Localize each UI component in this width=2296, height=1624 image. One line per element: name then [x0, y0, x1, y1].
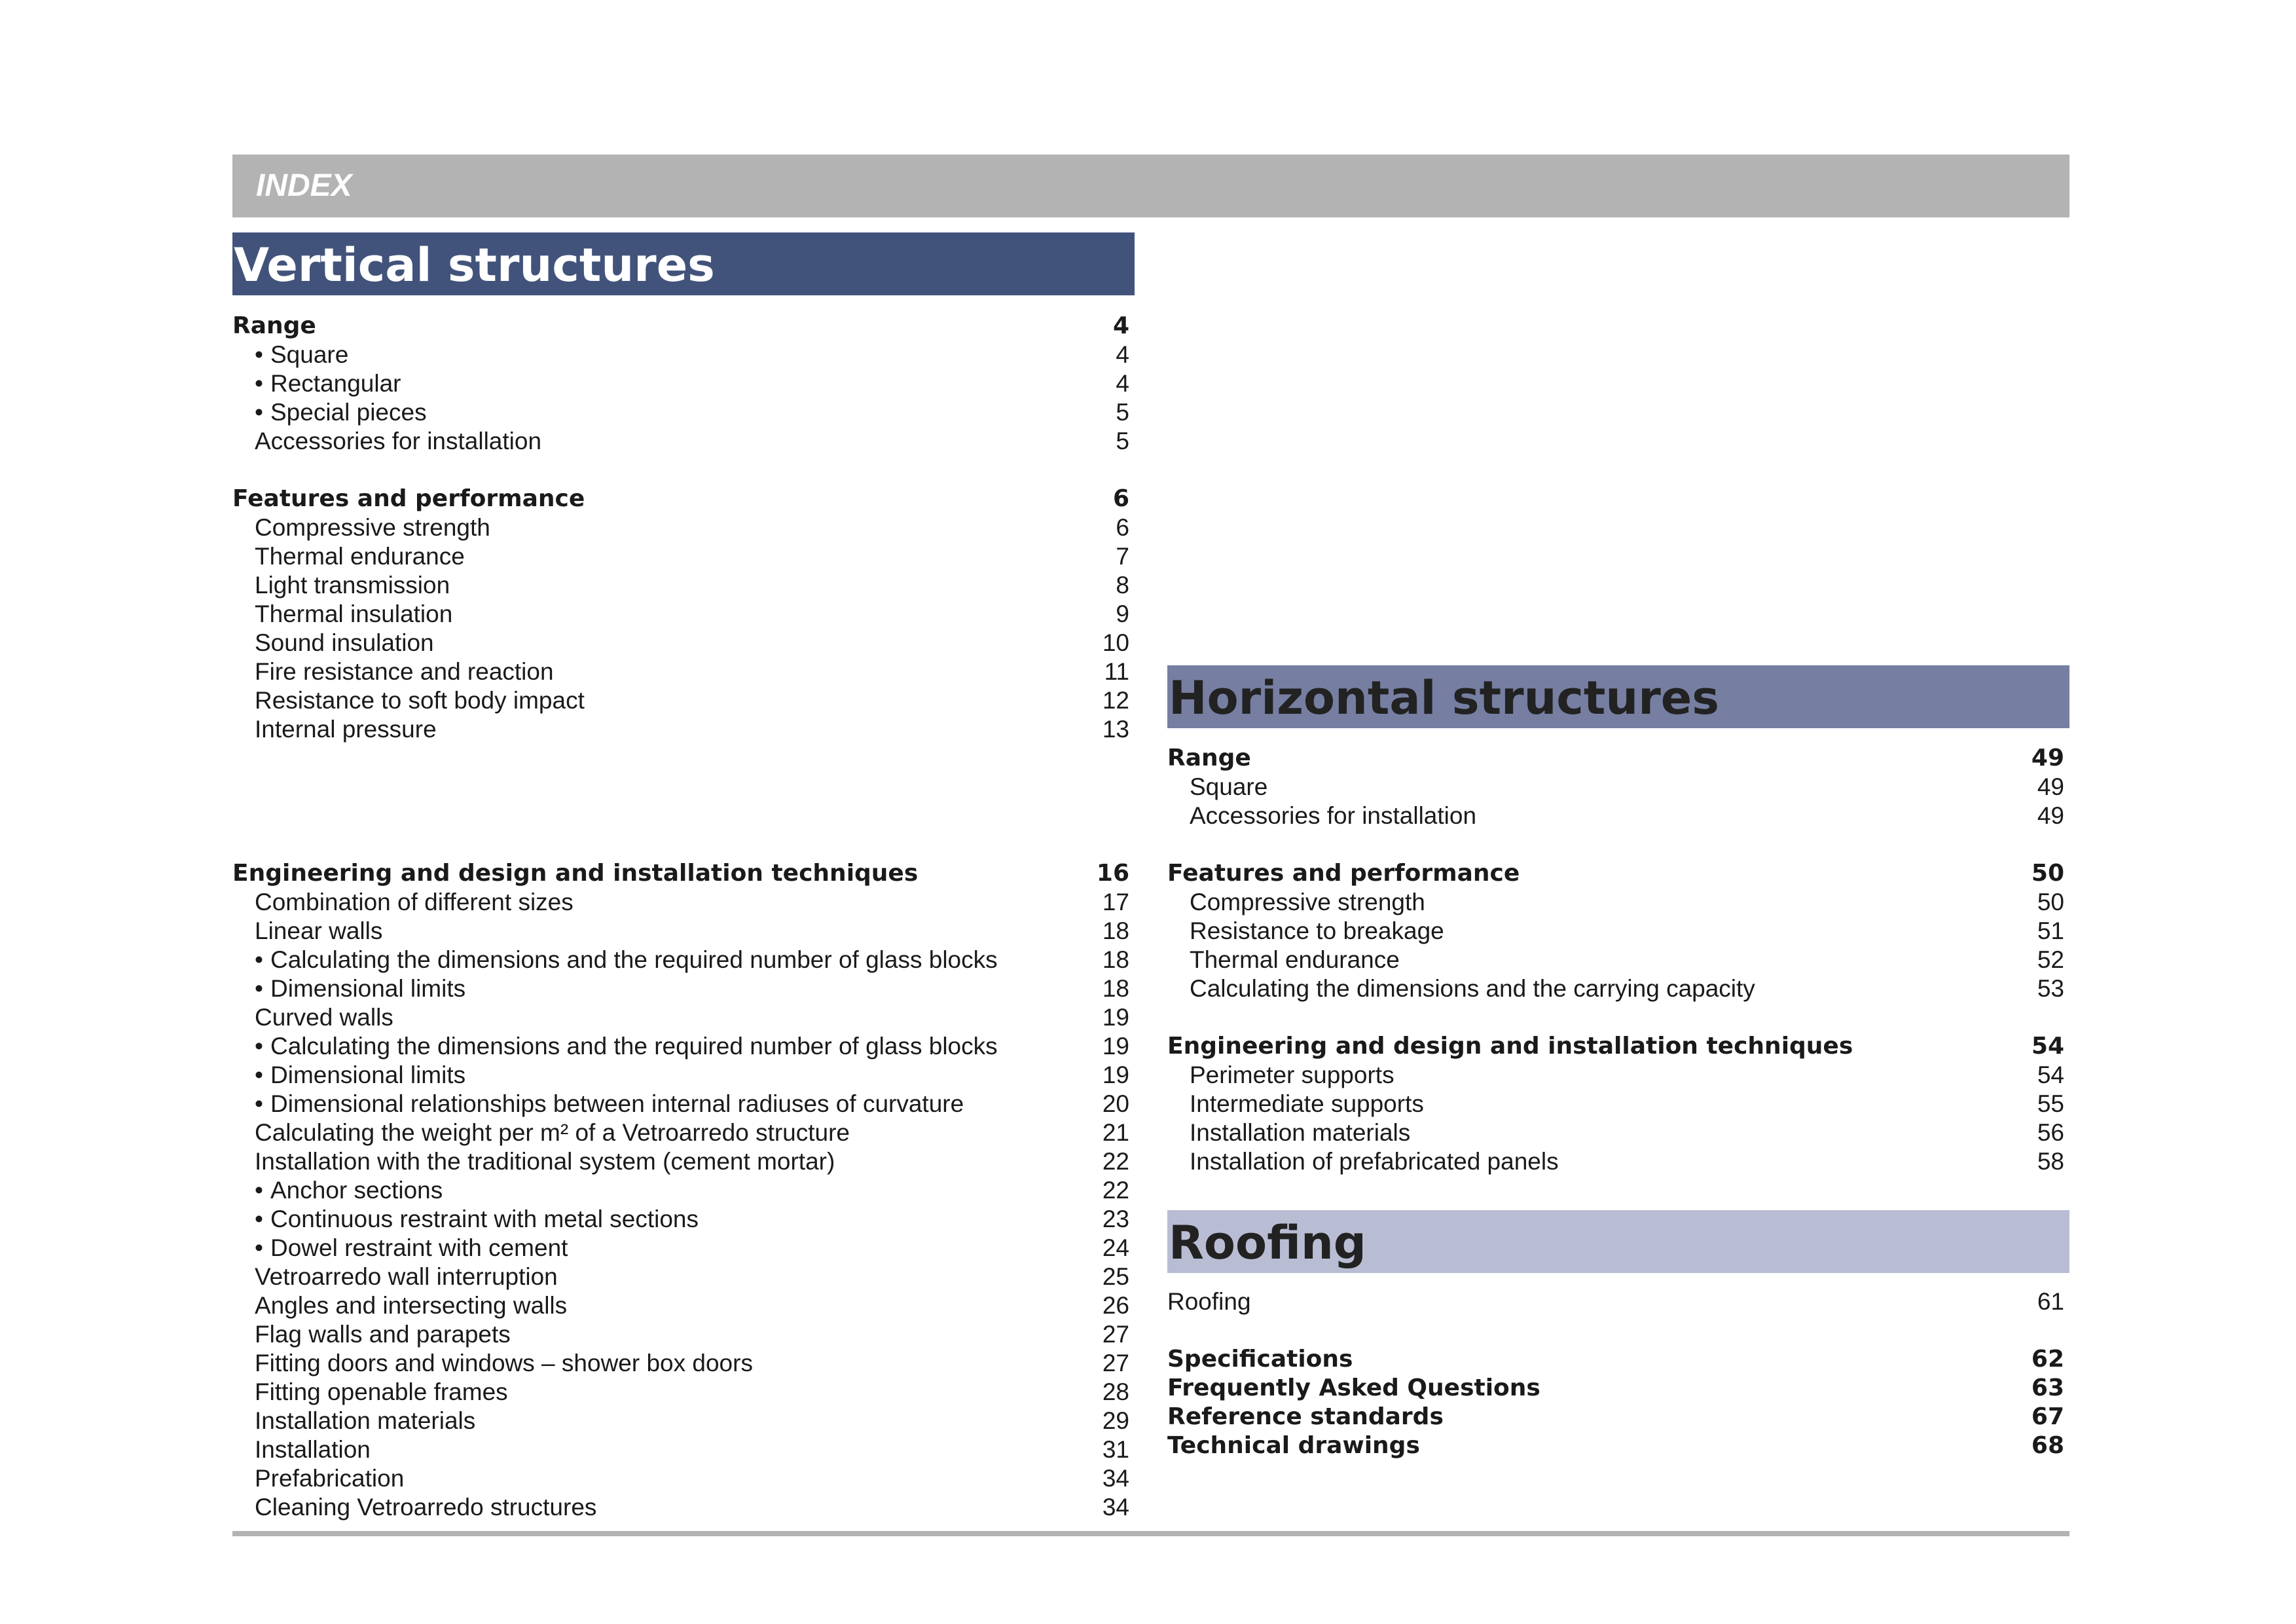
toc-entry-label: Compressive strength [255, 514, 490, 541]
toc-entry-page: 8 [1116, 572, 1129, 599]
toc-entry-page: 19 [1102, 1004, 1129, 1031]
toc-entry-label: Flag walls and parapets [255, 1321, 511, 1348]
bullet-icon: • [255, 370, 263, 397]
toc-entry-label: Resistance to soft body impact [255, 687, 585, 714]
toc-entry-page: 58 [2037, 1148, 2064, 1175]
toc-entry-page: 19 [1102, 1061, 1129, 1088]
toc-subentry[interactable] [232, 600, 1129, 629]
toc-entry-label: Thermal insulation [255, 600, 453, 627]
toc-entry-label: Cleaning Vetroarredo structures [255, 1494, 597, 1521]
toc-entry-label: Calculating the weight per m² of a Vetroarredo structure [255, 1119, 850, 1146]
toc-entry-label: Fitting doors and windows – shower box doors [255, 1350, 753, 1376]
toc-subentry[interactable] [1167, 888, 2064, 917]
toc-entry-label: Calculating the dimensions and the carrying capacity [1190, 975, 1755, 1002]
toc-entry-label: Square [1190, 773, 1268, 800]
toc-entry-page: 7 [1116, 543, 1129, 570]
toc-entry-label: Special pieces [270, 399, 427, 426]
toc-entry-page: 52 [2037, 946, 2064, 973]
toc-entry-page: 55 [2037, 1090, 2064, 1117]
toc-subentry[interactable] [232, 657, 1129, 686]
toc-entry-page: 50 [2037, 889, 2064, 915]
toc-entry-label: Combination of different sizes [255, 889, 574, 915]
toc-entry-label: Intermediate supports [1190, 1090, 1424, 1117]
toc-entry-label: Fitting openable frames [255, 1378, 508, 1405]
toc-entry-label: Sound insulation [255, 629, 434, 656]
toc-entry-label: Dowel restraint with cement [270, 1234, 568, 1261]
toc-subentry[interactable] [232, 1349, 1129, 1378]
toc-entry-page: 12 [1102, 687, 1129, 714]
toc-subentry[interactable] [232, 1205, 1129, 1234]
toc-entry-label: Light transmission [255, 572, 450, 599]
bullet-icon: • [255, 341, 263, 368]
toc-entry-page: 18 [1102, 946, 1129, 973]
roofing-header [1167, 1210, 2069, 1273]
toc-subentry[interactable] [232, 1061, 1129, 1090]
toc-entry-label: Prefabrication [255, 1465, 405, 1492]
toc-entry-label: Technical drawings [1167, 1432, 1420, 1459]
bullet-icon: • [255, 975, 263, 1002]
toc-subentry[interactable] [232, 398, 1129, 427]
toc-entry-label: Square [270, 341, 349, 368]
toc-entry-page: 29 [1102, 1407, 1129, 1434]
toc-subentry[interactable] [232, 888, 1129, 917]
toc-subentry[interactable] [232, 946, 1129, 974]
toc-entry-range[interactable]: Range 4 [232, 312, 1129, 339]
toc-subentry[interactable] [232, 917, 1129, 946]
toc-entry-page: 11 [1104, 658, 1129, 685]
toc-entry-label: Installation [255, 1436, 371, 1463]
toc-entry-page: 19 [1102, 1033, 1129, 1060]
toc-entry-page: 13 [1102, 716, 1129, 743]
toc-subentry[interactable] [232, 1378, 1129, 1407]
toc-entry-label: Installation with the traditional system (cement mortar) [255, 1148, 835, 1175]
toc-entry-page: 17 [1102, 889, 1129, 915]
toc-entry-label: Reference standards [1167, 1403, 1444, 1430]
toc-entry-label: Dimensional relationships between internal radiuses of curvature [270, 1090, 964, 1117]
bullet-icon: • [255, 1206, 263, 1232]
toc-entry-label: Linear walls [255, 917, 383, 944]
toc-subentry[interactable] [1167, 974, 2064, 1003]
horizontal-structures-header [1167, 665, 2069, 728]
toc-entry-label: Dimensional limits [270, 1061, 466, 1088]
toc-entry-page: 4 [1116, 341, 1129, 368]
toc-subentry[interactable] [232, 1176, 1129, 1205]
toc-subentry[interactable] [232, 629, 1129, 657]
toc-subentry[interactable] [232, 1032, 1129, 1061]
toc-entry-label: Installation materials [255, 1407, 476, 1434]
bullet-icon: • [255, 946, 263, 973]
toc-subentry[interactable] [232, 1118, 1129, 1147]
toc-entry-page: 68 [2031, 1432, 2064, 1459]
horizontal-structures-toc [1167, 744, 2064, 1176]
toc-entry-label: Accessories for installation [1190, 802, 1477, 829]
toc-subentry[interactable] [232, 571, 1129, 600]
toc-entry-page: 34 [1102, 1494, 1129, 1521]
toc-subentry[interactable] [232, 1320, 1129, 1349]
toc-subentry[interactable] [1167, 1118, 2064, 1147]
toc-entry-extra[interactable] [1167, 1403, 2064, 1431]
toc-entry-label: Angles and intersecting walls [255, 1292, 568, 1319]
toc-entry-label: Curved walls [255, 1004, 393, 1031]
toc-entry-label: Accessories for installation [255, 428, 542, 454]
index-bar [232, 155, 2069, 217]
toc-entry-page: 62 [2031, 1346, 2064, 1373]
toc-subentry[interactable] [232, 1291, 1129, 1320]
toc-entry-page: 49 [2037, 773, 2064, 800]
toc-entry-features[interactable]: Features and performance 50 [1167, 860, 2064, 887]
toc-subentry[interactable] [232, 1464, 1129, 1493]
toc-subentry[interactable] [232, 427, 1129, 456]
toc-entry-label: Specifications [1167, 1346, 1353, 1373]
toc-entry-page: 23 [1102, 1206, 1129, 1232]
toc-entry-extra[interactable] [1167, 1374, 2064, 1403]
toc-entry-label: Continuous restraint with metal sections [270, 1206, 699, 1232]
toc-entry-page: 54 [2037, 1061, 2064, 1088]
toc-subentry[interactable] [1167, 917, 2064, 946]
roofing-title: Roofing [1169, 1216, 1366, 1270]
toc-subentry[interactable] [232, 974, 1129, 1003]
toc-subentry[interactable] [232, 1147, 1129, 1176]
toc-entry-page: 67 [2031, 1403, 2064, 1430]
toc-entry-label: Internal pressure [255, 716, 437, 743]
toc-subentry[interactable] [232, 1003, 1129, 1032]
toc-subentry[interactable] [232, 686, 1129, 715]
bottom-rule [232, 1531, 2069, 1536]
toc-entry-page: 49 [2037, 802, 2064, 829]
toc-subentry[interactable] [232, 542, 1129, 571]
toc-entry-page: 31 [1102, 1436, 1129, 1463]
toc-subentry[interactable] [232, 715, 1129, 744]
index-title: INDEX [256, 168, 352, 203]
toc-entry-label: Compressive strength [1190, 889, 1425, 915]
toc-entry-page: 22 [1102, 1177, 1129, 1204]
toc-entry-label: Vetroarredo wall interruption [255, 1263, 558, 1290]
toc-entry-page: 6 [1116, 514, 1129, 541]
toc-entry-page: 51 [2037, 917, 2064, 944]
horizontal-structures-title: Horizontal structures [1169, 671, 1719, 725]
toc-entry-label: Installation materials [1190, 1119, 1411, 1146]
toc-subentry[interactable] [232, 1435, 1129, 1464]
toc-entry-page: 20 [1102, 1090, 1129, 1117]
toc-entry-page: 21 [1102, 1119, 1129, 1146]
vertical-structures-title: Vertical structures [234, 238, 715, 292]
toc-entry-label: Rectangular [270, 370, 401, 397]
toc-entry-page: 27 [1102, 1350, 1129, 1376]
bullet-icon: • [255, 1033, 263, 1060]
toc-entry-label: Resistance to breakage [1190, 917, 1444, 944]
toc-entry-page: 5 [1116, 399, 1129, 426]
toc-entry-page: 28 [1102, 1378, 1129, 1405]
toc-subentry[interactable] [1167, 946, 2064, 974]
toc-entry-label: Dimensional limits [270, 975, 466, 1002]
roofing-toc [1167, 1287, 2064, 1460]
toc-entry-label: Frequently Asked Questions [1167, 1375, 1540, 1401]
toc-subentry[interactable] [1167, 773, 2064, 802]
toc-subentry[interactable] [232, 1407, 1129, 1435]
toc-entry-page: 53 [2037, 975, 2064, 1002]
toc-entry-page: 4 [1116, 370, 1129, 397]
toc-entry-page: 10 [1102, 629, 1129, 656]
toc-entry-page: 18 [1102, 917, 1129, 944]
vertical-structures-toc [232, 312, 1129, 1522]
toc-entry-label: Installation of prefabricated panels [1190, 1148, 1559, 1175]
toc-entry-page: 9 [1116, 600, 1129, 627]
toc-entry-extra[interactable] [1167, 1345, 2064, 1374]
toc-entry-label: Thermal endurance [255, 543, 465, 570]
toc-entry-extra[interactable] [1167, 1431, 2064, 1460]
toc-entry-page: 56 [2037, 1119, 2064, 1146]
toc-entry-features[interactable]: Features and performance 6 [232, 485, 1129, 512]
toc-subentry[interactable] [232, 1493, 1129, 1522]
toc-entry-label: Thermal endurance [1190, 946, 1400, 973]
toc-subentry[interactable] [232, 1090, 1129, 1118]
toc-entry-page: 22 [1102, 1148, 1129, 1175]
bullet-icon: • [255, 1234, 263, 1261]
toc-entry-page: 26 [1102, 1292, 1129, 1319]
toc-entry-page: 25 [1102, 1263, 1129, 1290]
toc-entry-page: 34 [1102, 1465, 1129, 1492]
toc-entry-roofing[interactable]: Roofing 61 [1167, 1288, 2064, 1315]
toc-subentry[interactable] [232, 369, 1129, 398]
bullet-icon: • [255, 399, 263, 426]
toc-entry-engineering[interactable]: Engineering and design and installation techniques 54 [1167, 1033, 2064, 1060]
toc-subentry[interactable] [232, 341, 1129, 369]
toc-subentry[interactable] [1167, 802, 2064, 830]
toc-entry-label: Calculating the dimensions and the required number of glass blocks [270, 1033, 998, 1060]
toc-entry-range[interactable]: Range 49 [1167, 745, 2064, 771]
toc-subentry[interactable] [1167, 1090, 2064, 1118]
toc-entry-page: 24 [1102, 1234, 1129, 1261]
toc-entry-label: Perimeter supports [1190, 1061, 1394, 1088]
toc-entry-label: Anchor sections [270, 1177, 443, 1204]
vertical-structures-header [232, 232, 1135, 295]
bullet-icon: • [255, 1061, 263, 1088]
toc-subentry[interactable] [1167, 1061, 2064, 1090]
toc-entry-page: 5 [1116, 428, 1129, 454]
toc-entry-label: Fire resistance and reaction [255, 658, 554, 685]
toc-entry-page: 27 [1102, 1321, 1129, 1348]
bullet-icon: • [255, 1090, 263, 1117]
bullet-icon: • [255, 1177, 263, 1204]
toc-entry-page: 18 [1102, 975, 1129, 1002]
toc-subentry[interactable] [1167, 1147, 2064, 1176]
toc-subentry[interactable] [232, 1234, 1129, 1263]
toc-subentry[interactable] [232, 513, 1129, 542]
toc-entry-engineering[interactable]: Engineering and design and installation techniques 16 [232, 860, 1129, 887]
toc-entry-label: Calculating the dimensions and the required number of glass blocks [270, 946, 998, 973]
toc-entry-page: 63 [2031, 1375, 2064, 1401]
toc-subentry[interactable] [232, 1263, 1129, 1291]
